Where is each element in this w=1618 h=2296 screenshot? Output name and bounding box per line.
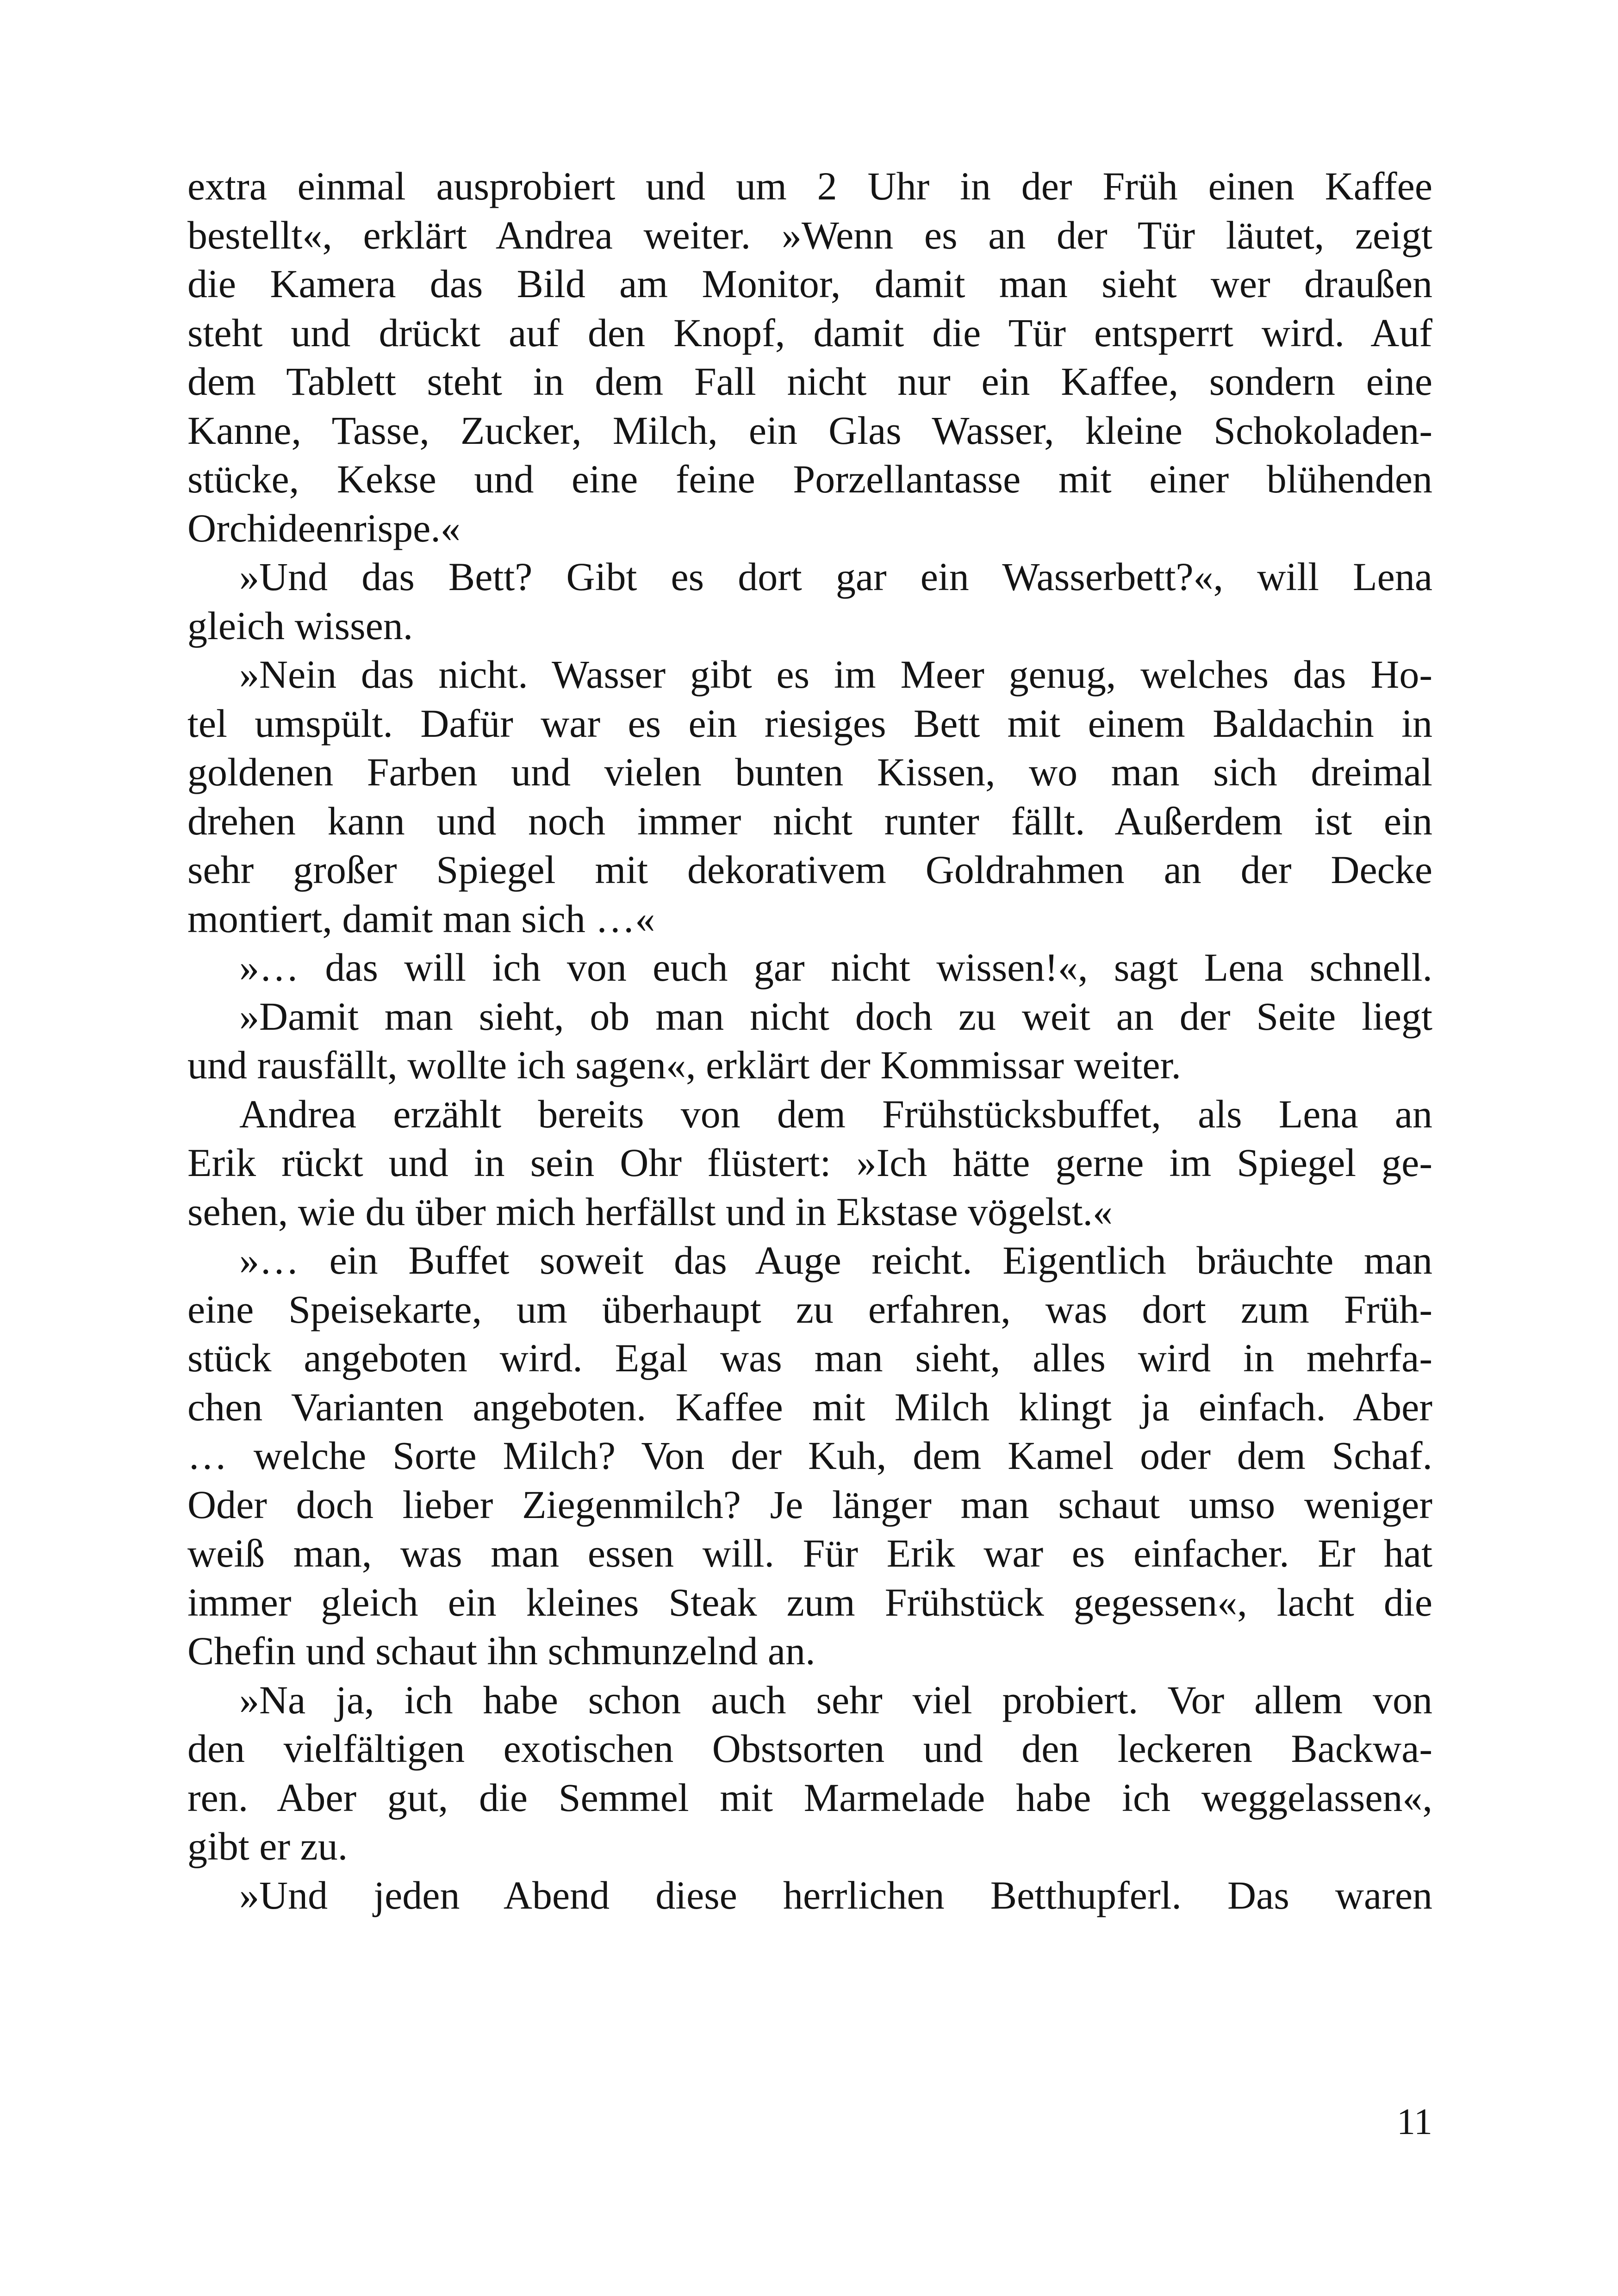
text-line: dem Tablett steht in dem Fall nicht nur ein Kaffee, sondern eine	[187, 359, 1432, 404]
text-line: … welche Sorte Milch? Von der Kuh, dem Kamel oder dem Schaf.	[187, 1433, 1432, 1478]
text-line: tel umspült. Dafür war es ein riesiges Bett mit einem Baldachin in	[187, 701, 1432, 746]
text-line: Erik rückt und in sein Ohr flüstert: »Ich hätte gerne im Spiegel ge-	[187, 1140, 1432, 1185]
text-line: »Nein das nicht. Wasser gibt es im Meer genug, welches das Ho-	[239, 652, 1432, 697]
text-line: stücke, Kekse und eine feine Porzellantasse mit einer blühenden	[187, 457, 1432, 501]
text-line: sehen, wie du über mich herfällst und in Ekstase vögelst.«	[187, 1189, 1113, 1234]
text-line: Oder doch lieber Ziegenmilch? Je länger man schaut umso weniger	[187, 1482, 1432, 1527]
text-line: und rausfällt, wollte ich sagen«, erklärt der Kommissar weiter.	[187, 1043, 1181, 1087]
text-line: den vielfältigen exotischen Obstsorten und den leckeren Backwa-	[187, 1726, 1432, 1771]
page-number: 11	[1396, 2102, 1432, 2142]
text-line: Andrea erzählt bereits von dem Frühstücksbuffet, als Lena an	[239, 1091, 1432, 1136]
text-line: Chefin und schaut ihn schmunzelnd an.	[187, 1629, 815, 1673]
text-line: gibt er zu.	[187, 1824, 348, 1868]
text-line: montiert, damit man sich …«	[187, 896, 655, 941]
text-line: Kanne, Tasse, Zucker, Milch, ein Glas Wasser, kleine Schokoladen-	[187, 408, 1432, 453]
text-line: chen Varianten angeboten. Kaffee mit Milch klingt ja einfach. Aber	[187, 1384, 1432, 1429]
text-line: stück angeboten wird. Egal was man sieht, alles wird in mehrfa-	[187, 1336, 1432, 1380]
text-line: weiß man, was man essen will. Für Erik war es einfacher. Er hat	[187, 1531, 1432, 1575]
text-line: »… ein Buffet soweit das Auge reicht. Eigentlich bräuchte man	[239, 1238, 1432, 1282]
text-line: »Und das Bett? Gibt es dort gar ein Wasserbett?«, will Lena	[239, 554, 1432, 599]
text-line: »Und jeden Abend diese herrlichen Betthupferl. Das waren	[239, 1873, 1432, 1917]
text-line: die Kamera das Bild am Monitor, damit man sieht wer draußen	[187, 261, 1432, 306]
text-line: gleich wissen.	[187, 603, 413, 648]
text-line: sehr großer Spiegel mit dekorativem Goldrahmen an der Decke	[187, 847, 1432, 892]
text-line: »… das will ich von euch gar nicht wissen!«, sagt Lena schnell.	[239, 945, 1432, 989]
text-line: steht und drückt auf den Knopf, damit die Tür entsperrt wird. Auf	[187, 310, 1432, 355]
body-text	[187, 162, 1432, 1920]
text-line: bestellt«, erklärt Andrea weiter. »Wenn es an der Tür läutet, zeigt	[187, 212, 1432, 257]
text-line: extra einmal ausprobiert und um 2 Uhr in der Früh einen Kaffee	[187, 164, 1432, 208]
text-line: eine Speisekarte, um überhaupt zu erfahren, was dort zum Früh-	[187, 1287, 1432, 1332]
text-line: drehen kann und noch immer nicht runter fällt. Außerdem ist ein	[187, 798, 1432, 843]
text-line: Orchideenrispe.«	[187, 505, 461, 550]
text-line: »Na ja, ich habe schon auch sehr viel probiert. Vor allem von	[239, 1677, 1432, 1722]
text-line: »Damit man sieht, ob man nicht doch zu weit an der Seite liegt	[239, 994, 1432, 1039]
text-line: ren. Aber gut, die Semmel mit Marmelade habe ich weggelassen«,	[187, 1775, 1432, 1820]
text-line: goldenen Farben und vielen bunten Kissen, wo man sich dreimal	[187, 750, 1432, 794]
text-line: immer gleich ein kleines Steak zum Frühstück gegessen«, lacht die	[187, 1580, 1432, 1624]
